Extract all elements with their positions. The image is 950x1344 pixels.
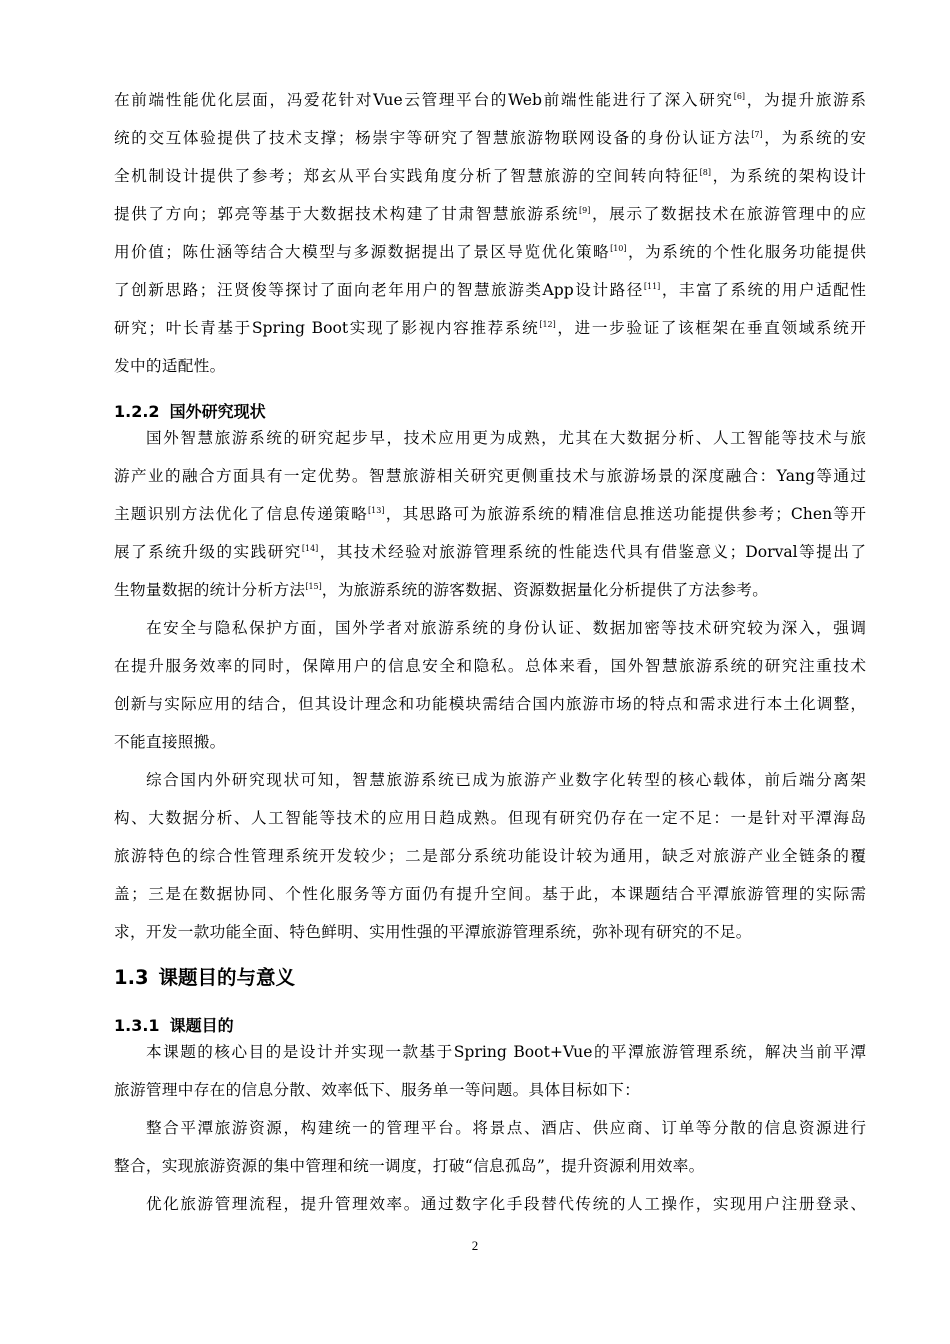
text-line: 展了系统升级的实践研究[14]，其技术经验对旅游管理系统的性能迭代具有借鉴意义；Dorval等提出了 (114, 543, 866, 561)
text-line: 优化旅游管理流程，提升管理效率。通过数字化手段替代传统的人工操作，实现用户注册登录、 (146, 1195, 866, 1213)
text-line: 综合国内外研究现状可知，智慧旅游系统已成为旅游产业数字化转型的核心载体，前后端分离架 (146, 771, 866, 789)
text-line: 提供了方向；郭亮等基于大数据技术构建了甘肃智慧旅游系统[9]，展示了数据技术在旅游管理中的应 (114, 205, 866, 223)
citation: [8] (699, 168, 711, 177)
citation: [13] (368, 506, 385, 515)
section-heading-1-2-2: 1.2.2 国外研究现状 (114, 402, 266, 421)
text-line: 本课题的核心目的是设计并实现一款基于Spring Boot+Vue的平潭旅游管理系统，解决当前平潭 (146, 1043, 866, 1061)
text-line: 求，开发一款功能全面、特色鲜明、实用性强的平潭旅游管理系统，弥补现有研究的不足。 (114, 923, 752, 941)
text-line: 创新与实际应用的结合，但其设计理念和功能模块需结合国内旅游市场的特点和需求进行本土化调整， (114, 695, 866, 713)
citation: [7] (751, 130, 763, 139)
text-line: 在提升服务效率的同时，保障用户的信息安全和隐私。总体来看，国外智慧旅游系统的研究注重技术 (114, 657, 866, 675)
text-line: 统的交互体验提供了技术支撑；杨崇宇等研究了智慧旅游物联网设备的身份认证方法[7]，为系统的安 (114, 129, 866, 147)
citation: [14] (301, 544, 319, 553)
text-line: 旅游特色的综合性管理系统开发较少；二是部分系统功能设计较为通用，缺乏对旅游产业全链条的覆 (114, 847, 866, 865)
text-line: 发中的适配性。 (114, 357, 226, 375)
section-heading-1-3: 1.3 课题目的与意义 (114, 966, 296, 989)
citation: [9] (579, 206, 591, 215)
section-heading-1-3-1: 1.3.1 课题目的 (114, 1016, 234, 1035)
text-line: 全机制设计提供了参考；郑玄从平台实践角度分析了智慧旅游的空间转向特征[8]，为系统的架构设计 (114, 167, 866, 185)
citation: [15] (305, 582, 322, 591)
text-line: 旅游管理中存在的信息分散、效率低下、服务单一等问题。具体目标如下： (114, 1081, 641, 1099)
text-line: 生物量数据的统计分析方法[15]，为旅游系统的游客数据、资源数据量化分析提供了方法参考。 (114, 581, 769, 599)
text-line: 主题识别方法优化了信息传递策略[13]，其思路可为旅游系统的精准信息推送功能提供参考；Chen等开 (114, 505, 866, 523)
text-line: 盖；三是在数据协同、个性化服务等方面仍有提升空间。基于此，本课题结合平潭旅游管理的实际需 (114, 885, 866, 903)
text-line: 整合，实现旅游资源的集中管理和统一调度，打破“信息孤岛”，提升资源利用效率。 (114, 1157, 705, 1175)
text-line: 了创新思路；汪贤俊等探讨了面向老年用户的智慧旅游类App设计路径[11]，丰富了系统的用户适配性 (114, 281, 866, 299)
text-line: 用价值；陈仕涵等结合大模型与多源数据提出了景区导览优化策略[10]，为系统的个性化服务功能提供 (114, 243, 866, 261)
citation: [12] (539, 320, 556, 329)
citation: [6] (733, 92, 746, 101)
page-number: 2 (471, 1238, 479, 1253)
text-line: 游产业的融合方面具有一定优势。智慧旅游相关研究更侧重技术与旅游场景的深度融合：Yang等通过 (114, 467, 866, 485)
text-line: 研究；叶长青基于Spring Boot实现了影视内容推荐系统[12]，进一步验证了该框架在垂直领域系统开 (114, 319, 866, 337)
citation: [10] (610, 244, 627, 253)
text-line: 构、大数据分析、人工智能等技术的应用日趋成熟。但现有研究仍存在一定不足：一是针对平潭海岛 (114, 809, 866, 827)
text-line: 国外智慧旅游系统的研究起步早，技术应用更为成熟，尤其在大数据分析、人工智能等技术与旅 (146, 429, 866, 447)
text-line: 在前端性能优化层面，冯爱花针对Vue云管理平台的Web前端性能进行了深入研究[6]，为提升旅游系 (114, 91, 866, 109)
citation: [11] (643, 282, 661, 291)
text-line: 整合平潭旅游资源，构建统一的管理平台。将景点、酒店、供应商、订单等分散的信息资源进行 (146, 1119, 866, 1137)
text-line: 在安全与隐私保护方面，国外学者对旅游系统的身份认证、数据加密等技术研究较为深入，强调 (146, 619, 866, 637)
text-line: 不能直接照搬。 (114, 733, 226, 751)
